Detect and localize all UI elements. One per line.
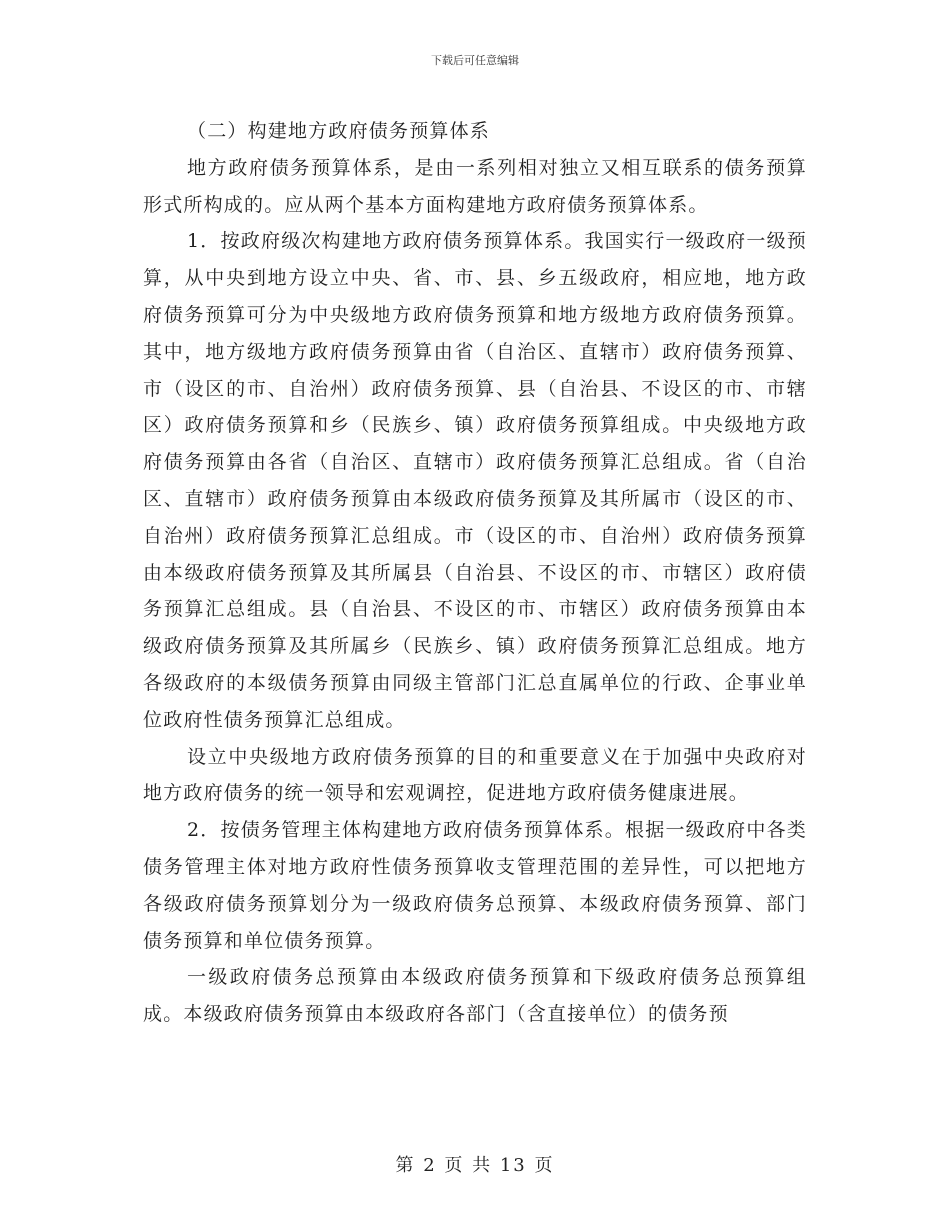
- paragraph-4: 2．按债务管理主体构建地方政府债务预算体系。根据一级政府中各类债务管理主体对地方政府性债务预算收支管理范围的差异性，可以把地方各级政府债务预算划分为一级政府债务总预算、本级政府债务预算、部门债务预算和单位债务预算。: [143, 819, 807, 952]
- document-body: [143, 113, 807, 1143]
- page-header: 下载后可任意编辑: [431, 54, 519, 67]
- paragraph-1: 地方政府债务预算体系，是由一系列相对独立又相互联系的债务预算形式所构成的。应从两个基本方面构建地方政府债务预算体系。: [143, 156, 807, 216]
- page-number-footer: 第 2 页 共 13 页: [395, 1155, 555, 1176]
- paragraph-5: 一级政府债务总预算由本级政府债务预算和下级政府债务总预算组成。本级政府债务预算由本级政府各部门（含直接单位）的债务预: [143, 966, 807, 1026]
- section-heading: （二）构建地方政府债务预算体系: [187, 120, 491, 142]
- paragraph-2: 1．按政府级次构建地方政府债务预算体系。我国实行一级政府一级预算，从中央到地方设立中央、省、市、县、乡五级政府，相应地，地方政府债务预算可分为中央级地方政府债务预算和地方级地方政府债务预算。其中，地方级地方政府债务预算由省（自治区、直辖市）政府债务预算、市（设区的市、自治州）政府债务预算、县（自治县、不设区的市、市辖区）政府债务预算和乡（民族乡、镇）政府债务预算组成。中央级地方政府债务预算由各省（自治区、直辖市）政府债务预算汇总组成。省（自治区、直辖市）政府债务预算由本级政府债务预算及其所属市（设区的市、自治州）政府债务预算汇总组成。市（设区的市、自治州）政府债务预算由本级政府债务预算及其所属县（自治县、不设区的市、市辖区）政府债务预算汇总组成。县（自治县、不设区的市、市辖区）政府债务预算由本级政府债务预算及其所属乡（民族乡、镇）政府债务预算汇总组成。地方各级政府的本级债务预算由同级主管部门汇总直属单位的行政、企事业单位政府性债务预算汇总组成。: [143, 230, 807, 731]
- paragraph-3: 设立中央级地方政府债务预算的目的和重要意义在于加强中央政府对地方政府债务的统一领导和宏观调控，促进地方政府债务健康进展。: [143, 745, 807, 805]
